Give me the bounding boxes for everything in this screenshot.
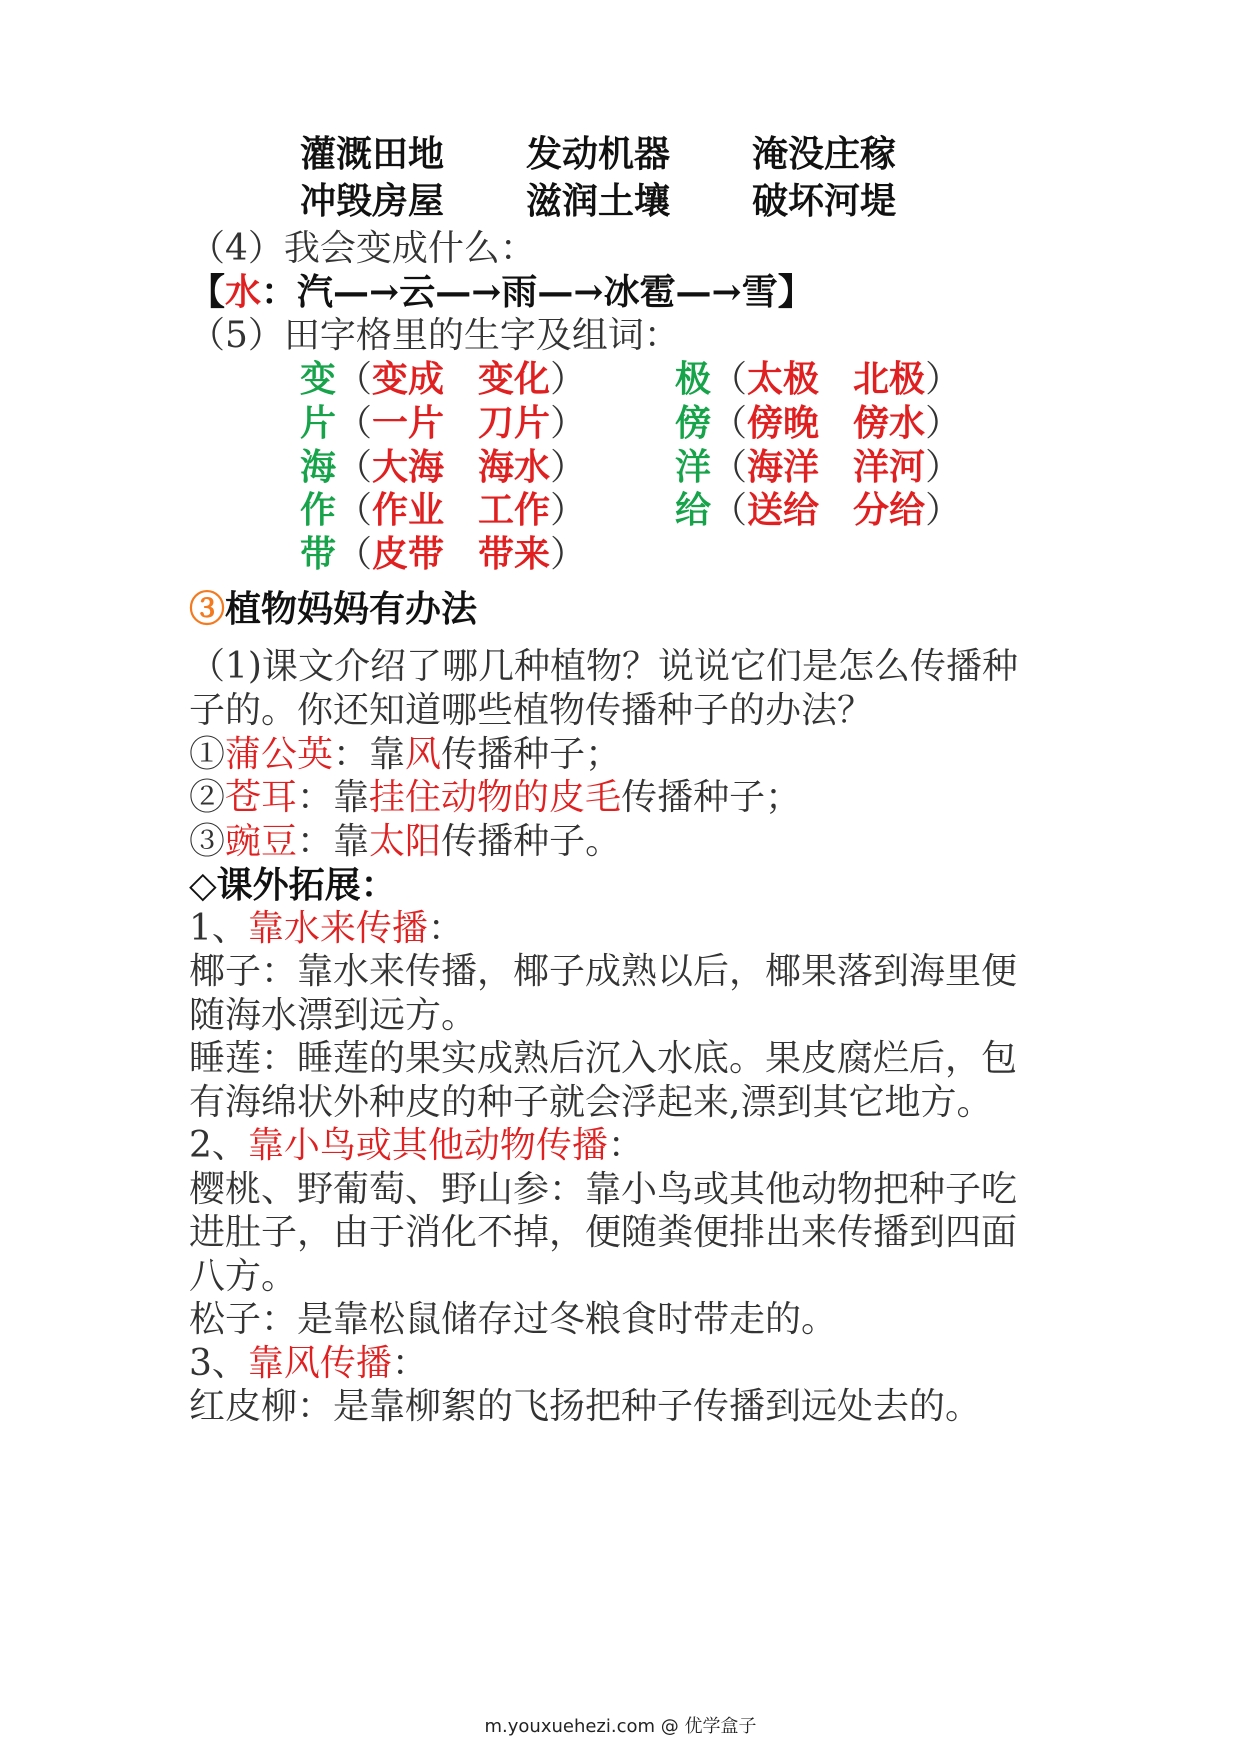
ext-body-line: 八方。 (189, 1256, 298, 1297)
vocab-word: 带来 (478, 533, 551, 575)
vocab-char: 极 (675, 358, 712, 400)
ext-heading-text: 靠小鸟或其他动物传播 (247, 1125, 608, 1166)
vocab-entry: 片（一片 刀片） (300, 402, 587, 444)
ext-body-line: 随海水漂到远方。 (189, 995, 478, 1036)
ext-body-line: 进肚子，由于消化不掉，便随粪便排出来传播到四面 (189, 1212, 1018, 1253)
ext-body-line: 红皮柳：是靠柳絮的飞扬把种子传播到远处去的。 (189, 1386, 982, 1427)
vocab-char: 作 (300, 489, 337, 531)
vocab-word: 太极 (747, 358, 820, 400)
answer-num: ① (189, 734, 226, 775)
answer-text: 传播种子。 (441, 821, 622, 862)
vocab-word: 工作 (478, 489, 551, 531)
vocab-char: 片 (300, 402, 337, 444)
vocab-entry: 带（皮带 带来） (300, 533, 587, 575)
vocab-entry: 作（作业 工作） (300, 489, 587, 531)
vocab-entry: 极（太极 北极） (675, 358, 962, 400)
answer-text: 传播种子； (441, 734, 622, 775)
ext-colon: ： (427, 908, 464, 949)
footer-watermark: m.youxuehezi.com @ 优学盒子 (484, 1716, 757, 1737)
spread-method: 挂住动物的皮毛 (369, 777, 622, 818)
plant-name: 豌豆 (225, 821, 298, 862)
ext-colon: ： (607, 1125, 644, 1166)
vocab-word: 洋河 (853, 446, 926, 488)
vocab-word: 海水 (478, 446, 551, 488)
vocab-entry: 海（大海 海水） (300, 446, 587, 488)
phrase: 滋润土壤 (526, 180, 671, 222)
vocab-char: 海 (300, 446, 337, 488)
phrase: 淹没庄稼 (752, 133, 897, 175)
plant-name: 苍耳 (225, 777, 298, 818)
phrase: 破坏河堤 (752, 180, 897, 222)
vocab-word: 一片 (372, 402, 445, 444)
section-marker: ③ (189, 588, 226, 630)
vocab-char: 给 (675, 489, 712, 531)
vocab-char: 变 (300, 358, 337, 400)
vocab-word: 北极 (853, 358, 926, 400)
question-line: （1)课文介绍了哪几种植物？说说它们是怎么传播种 (189, 646, 1018, 687)
vocab-word: 作业 (372, 489, 445, 531)
vocab-char: 洋 (675, 446, 712, 488)
ext-colon: ： (391, 1343, 428, 1384)
bracket-close: 】 (777, 271, 814, 313)
answer-text: ：靠 (333, 734, 406, 775)
spread-method: 太阳 (369, 821, 442, 862)
answer-num: ③ (189, 821, 226, 862)
question-line: 子的。你还知道哪些植物传播种子的办法？ (189, 690, 874, 731)
phrase: 冲毁房屋 (300, 180, 445, 222)
section-title: 植物妈妈有办法 (225, 588, 478, 630)
extension-title: ◇课外拓展： (189, 864, 397, 906)
ext-heading-text: 靠风传播 (247, 1343, 392, 1384)
vocab-word: 傍水 (853, 402, 926, 444)
phrase-row-2 (300, 177, 978, 225)
phrase: 发动机器 (526, 133, 671, 175)
ext-num: 2、 (189, 1125, 248, 1166)
vocab-entry: 变（变成 变化） (300, 358, 587, 400)
vocab-entry: 傍（傍晚 傍水） (675, 402, 962, 444)
ext-heading (189, 905, 464, 953)
section-heading (189, 585, 477, 633)
vocab-word: 大海 (372, 446, 445, 488)
ext-heading (189, 1122, 644, 1170)
vocab-entry: 给（送给 分给） (675, 489, 962, 531)
vocab-word: 送给 (747, 489, 820, 531)
answer-text: 传播种子； (621, 777, 802, 818)
answer-text: ：靠 (297, 777, 370, 818)
water-cycle-line (189, 268, 814, 316)
answer-line (189, 774, 801, 822)
vocab-word: 变成 (372, 358, 445, 400)
ext-num: 1、 (189, 908, 248, 949)
ext-heading (189, 1340, 428, 1388)
ext-body-line: 椰子：靠水来传播，椰子成熟以后，椰果落到海里便 (189, 951, 1018, 992)
answer-num: ② (189, 777, 226, 818)
water-chain: ：汽—→云—→雨—→冰雹—→雪 (261, 271, 778, 313)
bracket-open: 【 (189, 271, 226, 313)
ext-body-line: 樱桃、野葡萄、野山参：靠小鸟或其他动物把种子吃 (189, 1169, 1018, 1210)
answer-line (189, 731, 621, 779)
vocab-word: 傍晚 (747, 402, 820, 444)
ext-body-line: 睡莲：睡莲的果实成熟后沉入水底。果皮腐烂后，包 (189, 1038, 1018, 1079)
phrase-row-1 (300, 130, 978, 178)
ext-num: 3、 (189, 1343, 248, 1384)
ext-heading-text: 靠水来传播 (247, 908, 428, 949)
q4-label: （4）我会变成什么： (189, 228, 536, 269)
phrase: 灌溉田地 (300, 133, 445, 175)
vocab-word: 刀片 (478, 402, 551, 444)
vocab-entry: 洋（海洋 洋河） (675, 446, 962, 488)
vocab-char: 傍 (675, 402, 712, 444)
vocab-word: 海洋 (747, 446, 820, 488)
vocab-word: 变化 (478, 358, 551, 400)
water-keyword: 水 (225, 271, 262, 313)
vocab-word: 分给 (853, 489, 926, 531)
spread-method: 风 (405, 734, 442, 775)
plant-name: 蒲公英 (225, 734, 334, 775)
answer-text: ：靠 (297, 821, 370, 862)
vocab-word: 皮带 (372, 533, 445, 575)
vocab-char: 带 (300, 533, 337, 575)
ext-body-line: 松子：是靠松鼠储存过冬粮食时带走的。 (189, 1299, 838, 1340)
q5-label: （5）田字格里的生字及组词： (189, 315, 680, 356)
ext-body-line: 有海绵状外种皮的种子就会浮起来,漂到其它地方。 (189, 1082, 993, 1123)
answer-line (189, 818, 621, 866)
